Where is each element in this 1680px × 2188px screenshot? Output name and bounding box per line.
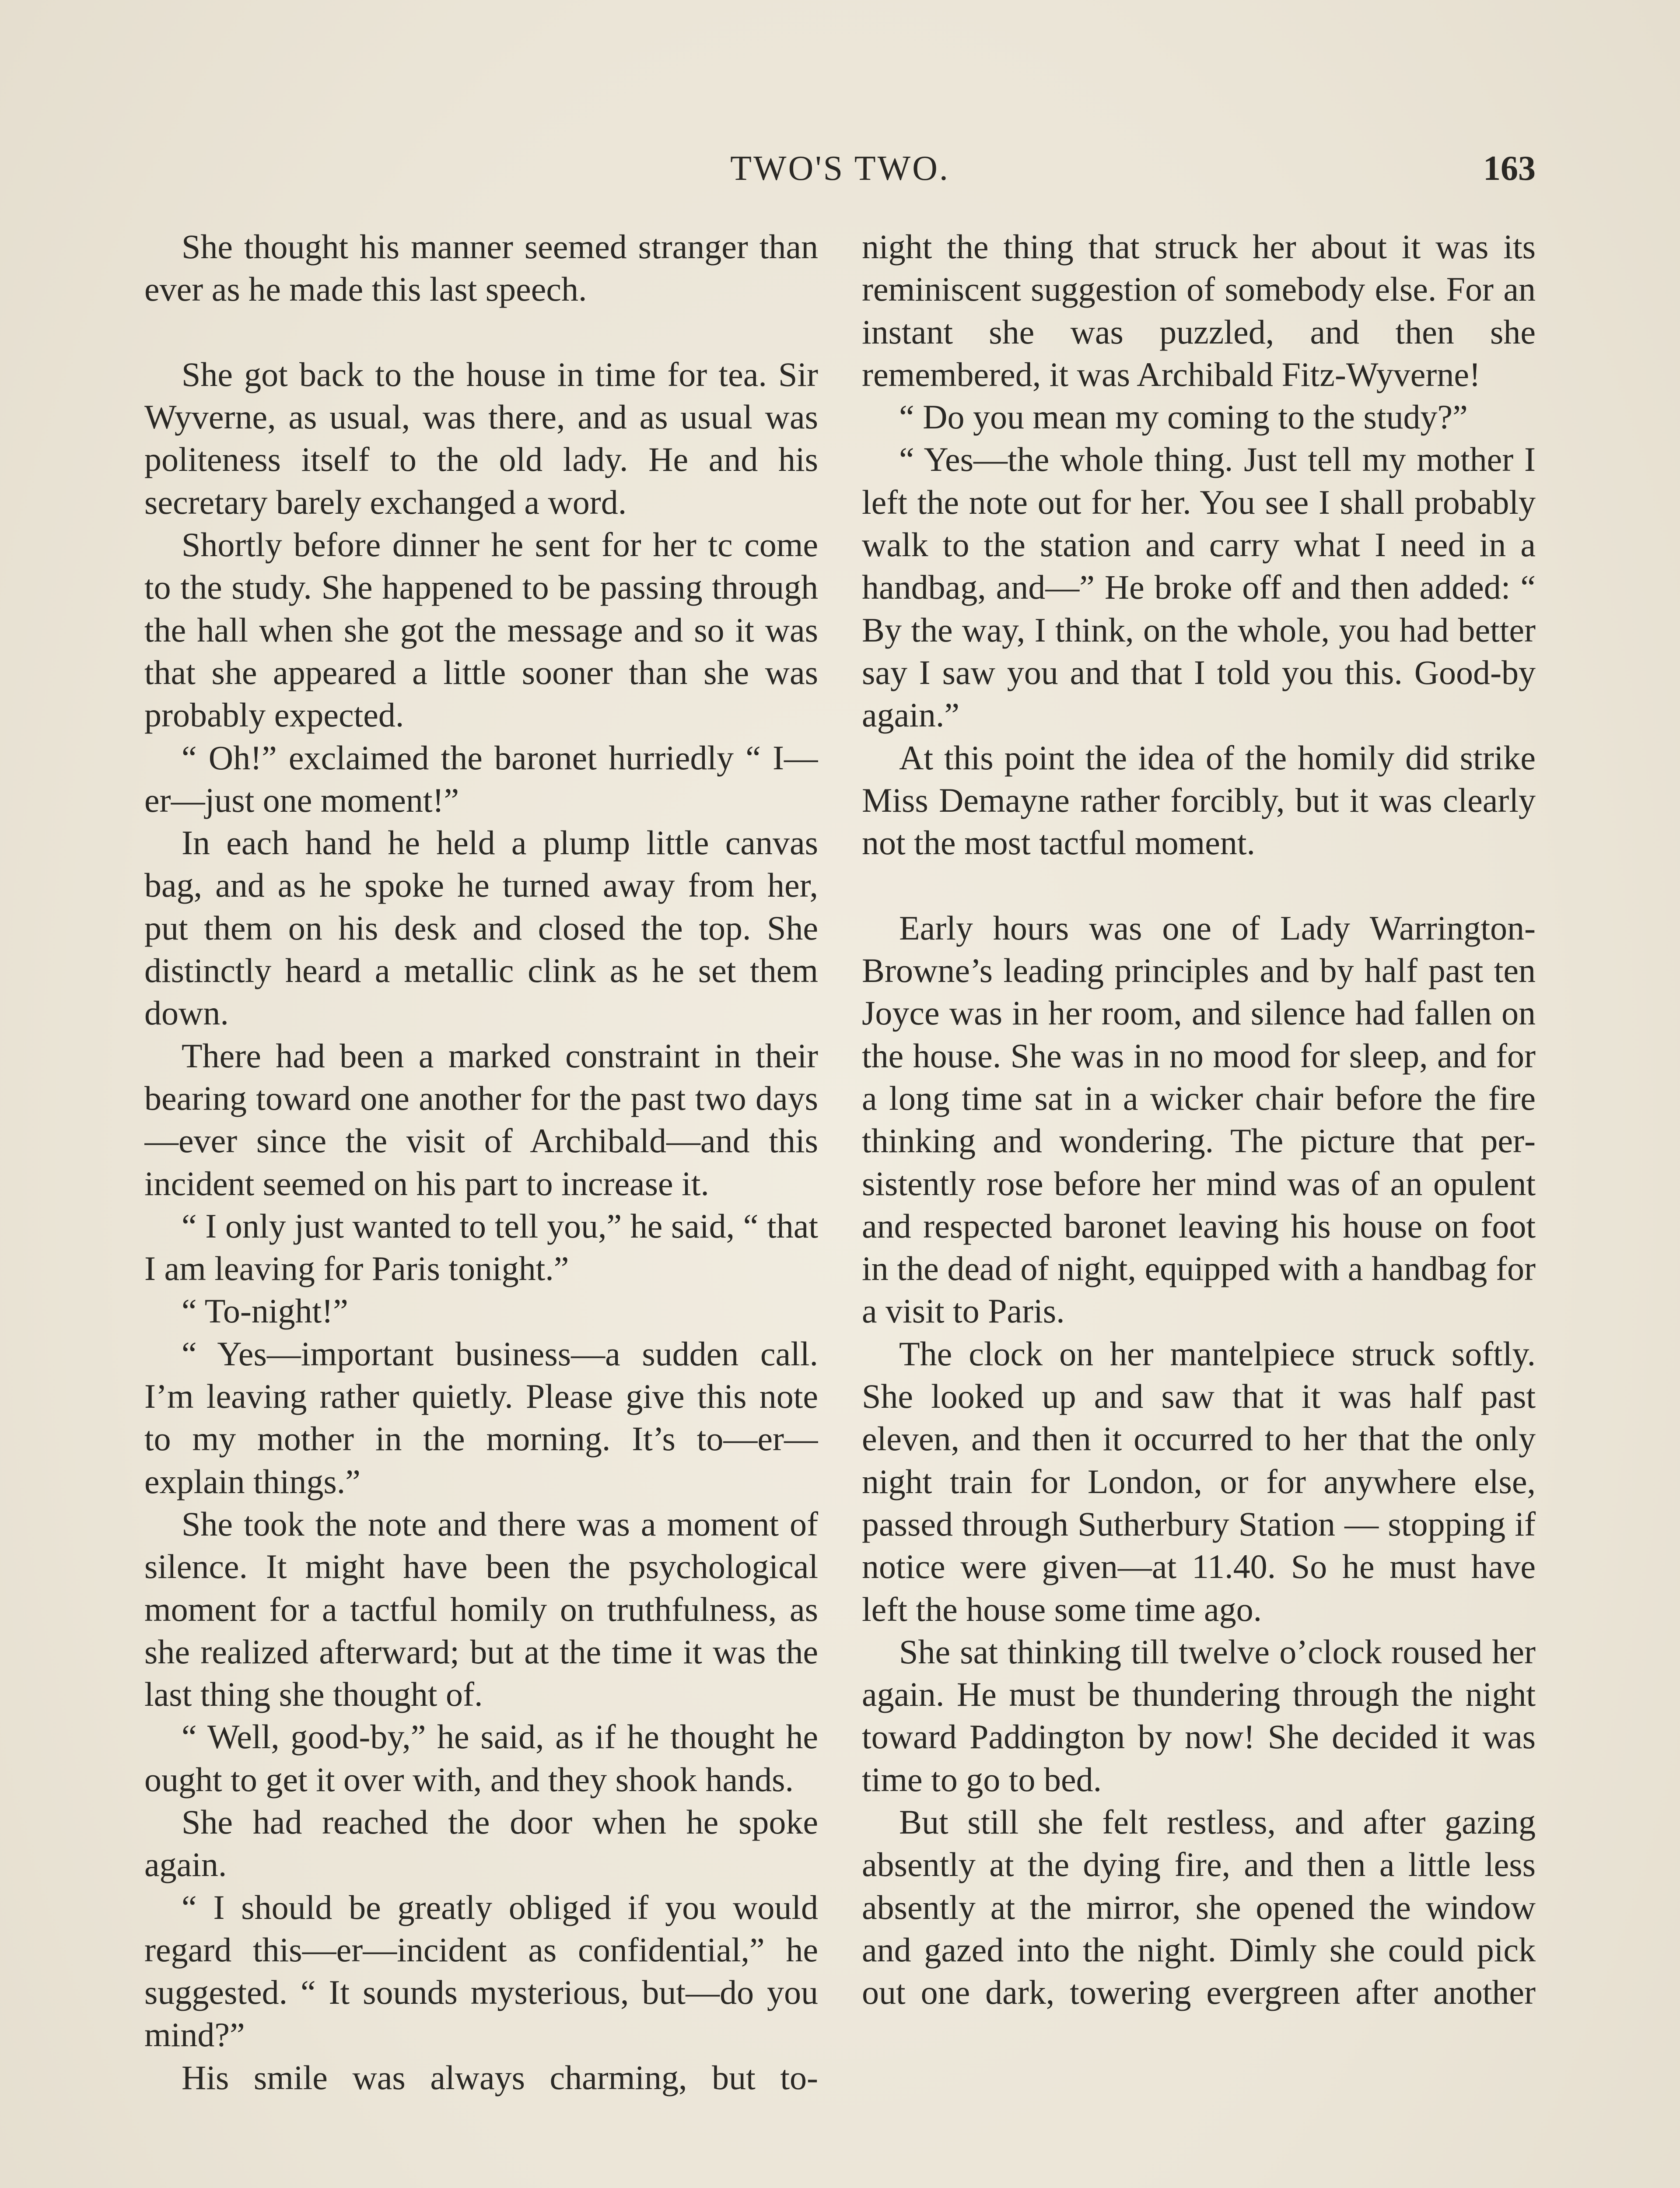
paragraph: His smile was always charming, but to- [182,2058,818,2097]
paragraph: “ I should be greatly obliged if you would regard this—er—incident as confidential,” he suggested. “ It sounds mysterious, but—do you mind?” [144,1888,818,2054]
paragraph: “ Yes—the whole thing. Just tell my mother I left the note out for her. You see I shall probably walk to the station and carry what I need in a handbag, and—” He broke off and then added: “ By the way, I think, on the whole, you had better say I saw you and that I told you this. Good-by again.” [862,440,1536,734]
paragraph: She had reached the door when he spoke again. [144,1802,818,1884]
paragraph: She took the note and there was a moment of silence. It might have been the psychological moment for a tactful homily on truthfulness, as she realized afterward; but at the time it was the last thing she thought of. [144,1504,818,1714]
paragraph: But still she felt restless, and after gazing absently at the dying fire, and then a little less absently at the mirror, she opened the window and gazed into the night. Dimly she could pick out one dark, towering evergreen after another [862,1802,1536,2012]
paragraph: In each hand he held a plump little canvas bag, and as he spoke he turned away from her, put them on his desk and closed the top. She distinctly heard a metallic clink as he set them down. [144,824,818,1032]
running-title: TWO'S TWO. [730,149,950,188]
paragraph: “ Oh!” exclaimed the baronet hurriedly “ I—er—just one moment!” [144,738,818,819]
page-number: 163 [1483,149,1536,188]
paragraph: “ I only just wanted to tell you,” he said, “ that I am leaving for Paris tonight.” [144,1206,818,1288]
running-head [144,144,1536,193]
paragraph: At this point the idea of the homily did strike Miss Demayne rather forcibly, but it was clearly not the most tactful moment. [862,738,1536,862]
paragraph: The clock on her mantelpiece struck softly. She looked up and saw that it was half past eleven, and then it occurred to her that the only night train for London, or for anywhere else, passed through Sutherbury Station — stopping if notice were given—at 11.40. So he must have left the house some time ago. [862,1334,1536,1628]
right-column [862,225,1536,2188]
paragraph: “ Well, good-by,” he said, as if he thought he ought to get it over with, and they shook hands. [144,1718,818,1799]
paragraph: “ Yes—important business—a sudden call. I’m leaving rather quietly. Please give this note to my mother in the morning. It’s to—er—explain things.” [144,1334,818,1501]
paragraph: She sat thinking till twelve o’clock roused her again. He must be thundering through the night toward Paddington by now! She decided it was time to go to bed. [862,1632,1536,1799]
paragraph: There had been a marked constraint in their bearing toward one another for the past two days—ever since the visit of Archibald—and this incident seemed on his part to increase it. [144,1036,818,1203]
paragraph: “ Do you mean my coming to the study?” [899,398,1468,436]
paragraph: She thought his manner seemed stranger than ever as he made this last speech. [144,228,818,309]
paragraph: “ To-night!” [182,1292,348,1330]
text-columns [144,225,1536,2188]
paragraph: She got back to the house in time for tea. Sir Wyverne, as usual, was there, and as usual was politeness itself to the old lady. He and his secretary barely exchanged a word. [144,355,818,521]
paragraph: Shortly before dinner he sent for her tc come to the study. She happened to be passing through the hall when she got the message and so it was that she appeared a little sooner than she was probably expected. [144,526,818,734]
paragraph: Early hours was one of Lady Warrington-Browne’s leading principles and by half past ten Joyce was in her room, and silence had fallen on the house. She was in no mood for sleep, and for a long time sat in a wicker chair before the fire thinking and wondering. The picture that persistently rose before her mind was of an opulent and respected baronet leaving his house on foot in the dead of night, equipped with a handbag for a visit to Paris. [862,908,1536,1330]
left-column [144,225,818,2188]
paragraph: night the thing that struck her about it was its reminiscent suggestion of somebody else. For an instant she was puzzled, and then she remembered, it was Archibald Fitz-Wyverne! [862,228,1536,393]
